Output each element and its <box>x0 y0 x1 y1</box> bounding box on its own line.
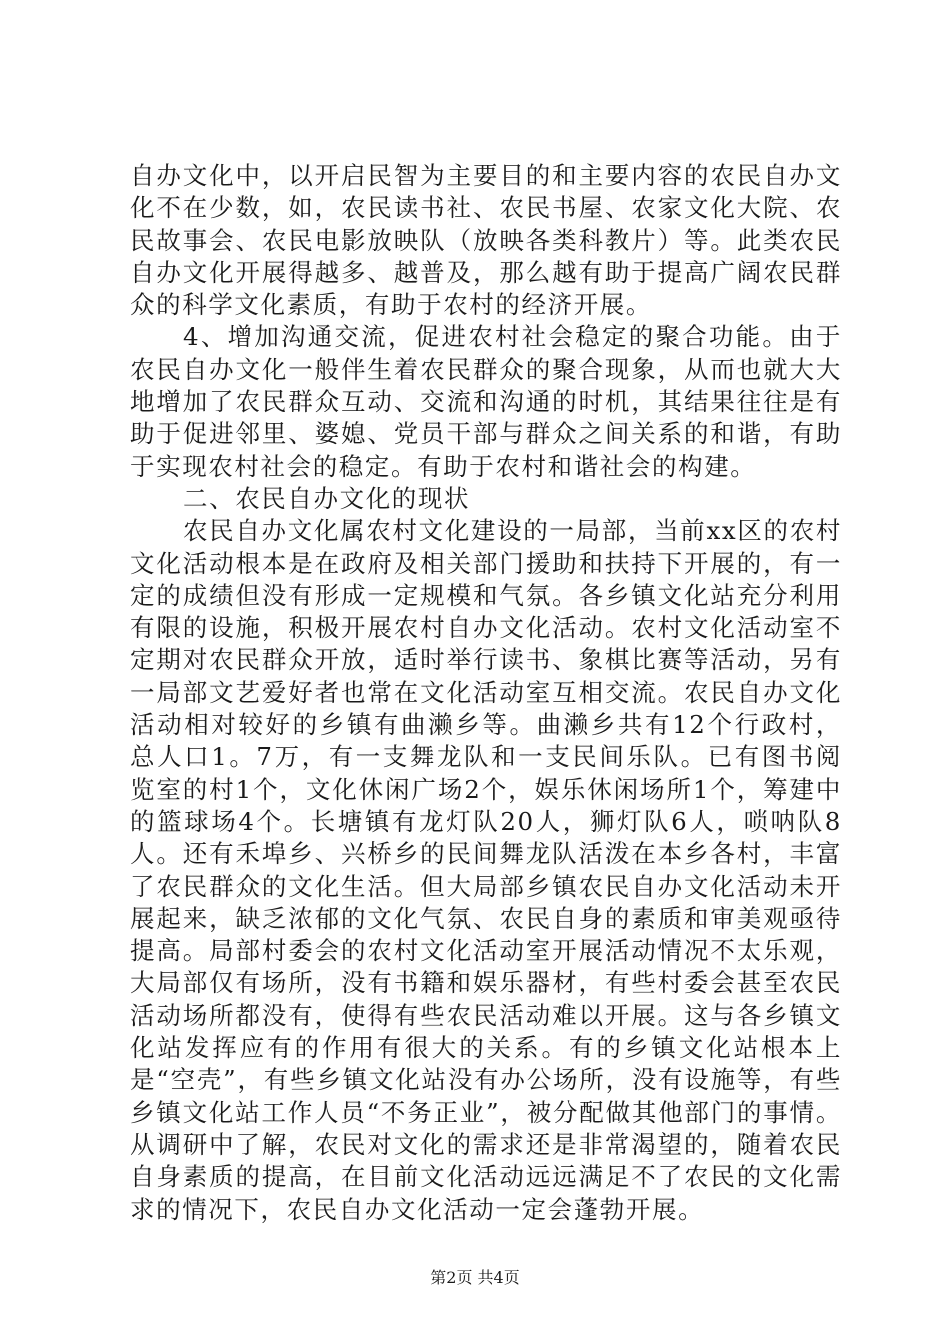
paragraph-point-4: 4、增加沟通交流，促进农村社会稳定的聚合功能。由于农民自办文化一般伴生着农民群众的聚合现象，从而也就大大地增加了农民群众互动、交流和沟通的时机，其结果往往是有助于促进邻里、婆媳、党员干部与群众之间关系的和谐，有助于实现农村社会的稳定。有助于农村和谐社会的构建。 <box>130 322 842 481</box>
paragraph-status: 农民自办文化属农村文化建设的一局部，当前xx区的农村文化活动根本是在政府及相关部门援助和扶持下开展的，有一定的成绩但没有形成一定规模和气氛。各乡镇文化站充分利用有限的设施，积极开展农村自办文化活动。农村文化活动室不定期对农民群众开放，适时举行读书、象棋比赛等活动，另有一局部文艺爱好者也常在文化活动室互相交流。农民自办文化活动相对较好的乡镇有曲濑乡等。曲濑乡共有12个行政村，总人口1。7万，有一支舞龙队和一支民间乐队。已有图书阅览室的村1个，文化休闲广场2个，娱乐休闲场所1个，筹建中的篮球场4个。长塘镇有龙灯队20人，狮灯队6人，唢呐队8人。还有禾埠乡、兴桥乡的民间舞龙队活泼在本乡各村，丰富了农民群众的文化生活。但大局部乡镇农民自办文化活动未开展起来，缺乏浓郁的文化气氛、农民自身的素质和审美观亟待提高。局部村委会的农村文化活动室开展活动情况不太乐观，大局部仅有场所，没有书籍和娱乐器材，有些村委会甚至农民活动场所都没有，使得有些农民活动难以开展。这与各乡镇文化站发挥应有的作用有很大的关系。有的乡镇文化站根本上是“空壳”，有些乡镇文化站没有办公场所，没有设施等，有些乡镇文化站工作人员“不务正业”，被分配做其他部门的事情。从调研中了解，农民对文化的需求还是非常渴望的，随着农民自身素质的提高，在目前文化活动远远满足不了农民的文化需求的情况下，农民自办文化活动一定会蓬勃开展。 <box>130 516 842 1224</box>
paragraph-continuation: 自办文化中，以开启民智为主要目的和主要内容的农民自办文化不在少数，如，农民读书社、农民书屋、农家文化大院、农民故事会、农民电影放映队（放映各类科教片）等。此类农民自办文化开展得越多、越普及，那么越有助于提高广阔农民群众的科学文化素质，有助于农村的经济开展。 <box>130 161 842 320</box>
page-footer: 第2页 共4页 <box>430 1268 520 1287</box>
document-body <box>130 160 842 1226</box>
section-heading: 二、农民自办文化的现状 <box>183 483 471 513</box>
